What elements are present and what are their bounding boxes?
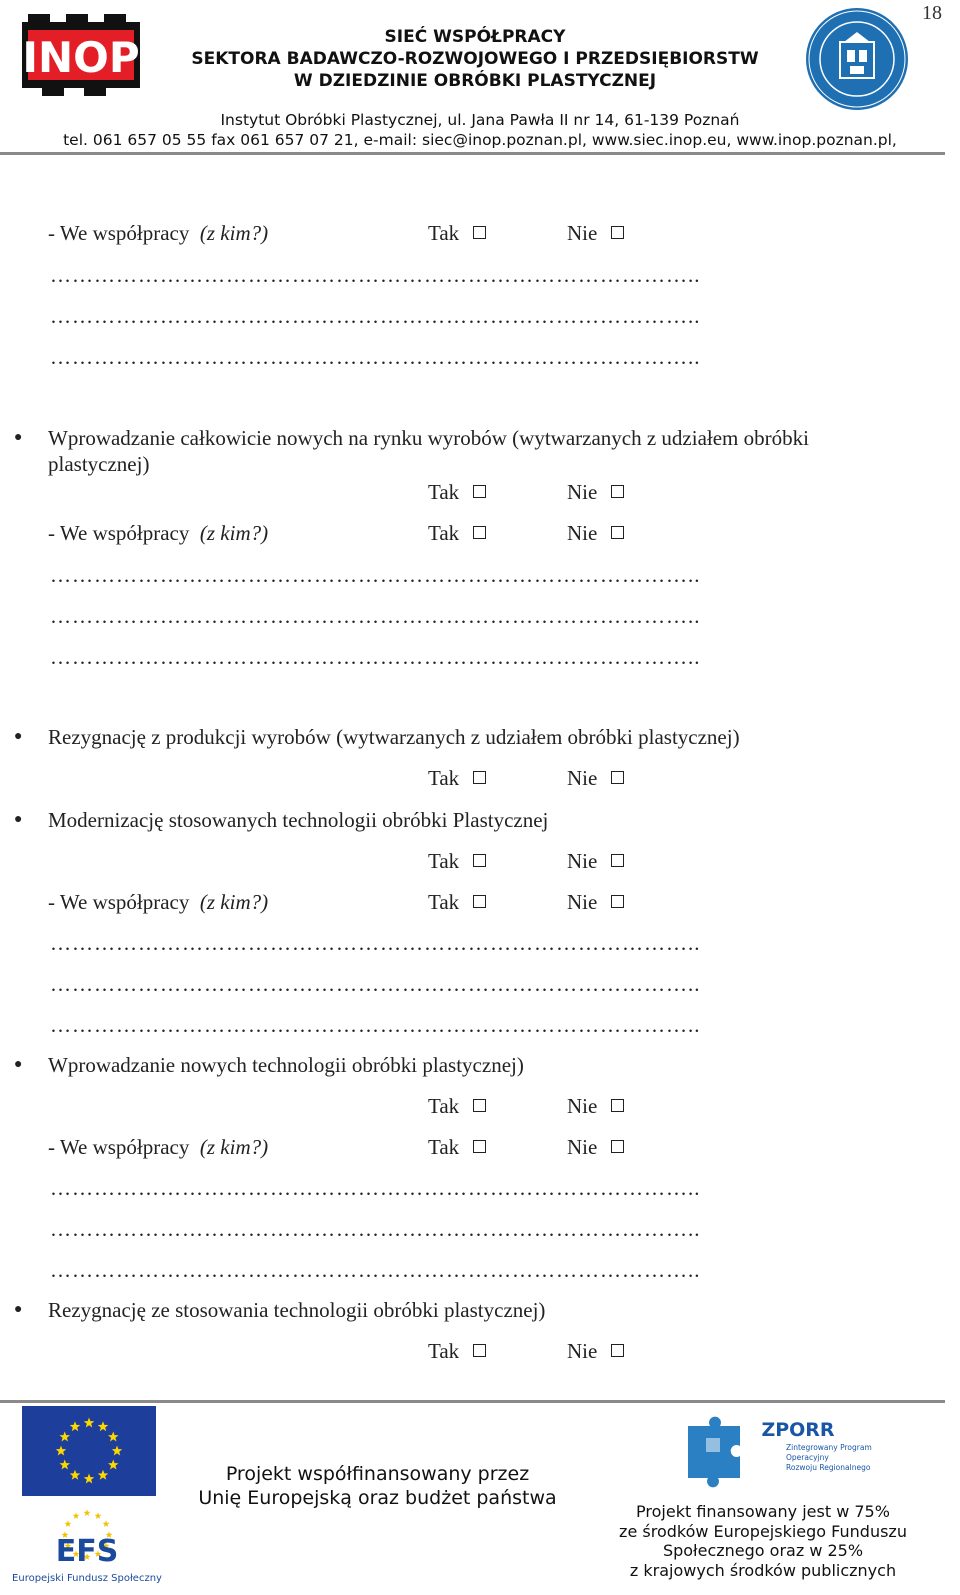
checkbox-yes[interactable]	[473, 1140, 486, 1153]
checkbox-no[interactable]	[611, 1344, 624, 1357]
funding-line-2: ze środków Europejskiego Funduszu	[619, 1521, 907, 1541]
star-icon	[84, 1509, 91, 1516]
funding-line-1: Projekt finansowany jest w 75%	[636, 1502, 890, 1521]
address-line-2: tel. 061 657 05 55 fax 061 657 07 21, e-mail: siec@inop.poznan.pl, www.siec.inop.eu, www.inop.poznan.pl,	[63, 131, 897, 149]
option-yes[interactable]: Tak	[428, 479, 486, 505]
answer-line[interactable]: ……………………………………………………………………………..	[50, 1176, 701, 1200]
politechnika-poznanska-seal	[804, 6, 910, 112]
checkbox-no[interactable]	[611, 1140, 624, 1153]
cooperation-label: - We współpracy (z kim?)	[48, 890, 269, 914]
question-text: Rezygnację z produkcji wyrobów (wytwarzanych z udziałem obróbki plastycznej)	[48, 725, 740, 749]
address-line-1: Instytut Obróbki Plastycznej, ul. Jana Pawła II nr 14, 61-139 Poznań	[220, 111, 740, 129]
inop-logo	[22, 14, 140, 96]
star-icon	[65, 1520, 72, 1527]
network-title	[150, 26, 800, 92]
bullet-icon: ●	[14, 1302, 23, 1317]
checkbox-no[interactable]	[611, 1099, 624, 1112]
answer-line[interactable]: ……………………………………………………………………………..	[50, 1013, 701, 1037]
zporr-caption-2: Operacyjny	[786, 1453, 829, 1462]
checkbox-yes[interactable]	[473, 895, 486, 908]
option-no[interactable]: Nie	[567, 1338, 624, 1364]
answer-line[interactable]: ……………………………………………………………………………..	[50, 931, 701, 955]
answer-line[interactable]: ……………………………………………………………………………..	[50, 345, 701, 369]
efs-caption: Europejski Fundusz Społeczny	[12, 1573, 162, 1584]
option-no[interactable]: Nie	[567, 1134, 624, 1160]
option-yes[interactable]: Tak	[428, 765, 486, 791]
question-text: Rezygnację ze stosowania technologii obróbki plastycznej)	[48, 1298, 546, 1322]
question-text: Wprowadzanie nowych technologii obróbki plastycznej)	[48, 1053, 524, 1077]
checkbox-no[interactable]	[611, 895, 624, 908]
option-no[interactable]: Nie	[567, 889, 624, 915]
question-text: Wprowadzanie całkowicie nowych na rynku wyrobów (wytwarzanych z udziałem obróbki	[48, 426, 809, 450]
funding-line-3: Społecznego oraz w 25%	[662, 1541, 864, 1560]
checkbox-no[interactable]	[611, 771, 624, 784]
letterhead	[0, 0, 960, 160]
checkbox-yes[interactable]	[473, 226, 486, 239]
option-yes[interactable]: Tak	[428, 1338, 486, 1364]
option-no[interactable]: Nie	[567, 220, 624, 246]
checkbox-no[interactable]	[611, 485, 624, 498]
title-line-1: SIEĆ WSPÓŁPRACY	[384, 27, 566, 47]
option-no[interactable]: Nie	[567, 765, 624, 791]
title-line-2: SEKTORA BADAWCZO-ROZWOJOWEGO I PRZEDSIĘBIORSTW	[191, 49, 759, 69]
inop-logo-text: INOP	[22, 33, 140, 82]
option-yes[interactable]: Tak	[428, 220, 486, 246]
answer-line[interactable]: ……………………………………………………………………………..	[50, 563, 701, 587]
checkbox-yes[interactable]	[473, 1099, 486, 1112]
zporr-caption-3: Rozwoju Regionalnego	[786, 1463, 871, 1472]
zporr-logo-text: ZPORR	[761, 1419, 835, 1441]
page-number: 18	[922, 2, 942, 24]
checkbox-no[interactable]	[611, 854, 624, 867]
checkbox-yes[interactable]	[473, 526, 486, 539]
efs-logo	[12, 1505, 162, 1587]
question-text-continued: plastycznej)	[48, 452, 150, 476]
option-yes[interactable]: Tak	[428, 848, 486, 874]
title-line-3: W DZIEDZINIE OBRÓBKI PLASTYCZNEJ	[293, 71, 657, 91]
footer-divider	[0, 1400, 945, 1403]
answer-line[interactable]: ……………………………………………………………………………..	[50, 1258, 701, 1282]
zporr-caption-1: Zintegrowany Program	[786, 1443, 872, 1452]
checkbox-no[interactable]	[611, 526, 624, 539]
cooperation-label: - We współpracy (z kim?)	[48, 521, 269, 545]
question-text: Modernizację stosowanych technologii obróbki Plastycznej	[48, 808, 549, 832]
option-no[interactable]: Nie	[567, 520, 624, 546]
cofinancing-note	[180, 1462, 575, 1510]
checkbox-yes[interactable]	[473, 485, 486, 498]
answer-line[interactable]: ……………………………………………………………………………..	[50, 304, 701, 328]
bullet-icon: ●	[14, 729, 23, 744]
option-yes[interactable]: Tak	[428, 1093, 486, 1119]
funding-line-4: z krajowych środków publicznych	[629, 1560, 897, 1580]
eu-flag-icon	[22, 1406, 156, 1496]
answer-line[interactable]: ……………………………………………………………………………..	[50, 645, 701, 669]
institute-address	[0, 110, 960, 150]
cofinancing-line-1: Projekt współfinansowany przez	[225, 1463, 530, 1485]
answer-line[interactable]: ……………………………………………………………………………..	[50, 1217, 701, 1241]
answer-line[interactable]: ……………………………………………………………………………..	[50, 972, 701, 996]
checkbox-yes[interactable]	[473, 771, 486, 784]
efs-logo-text: EFS	[55, 1534, 119, 1569]
option-no[interactable]: Nie	[567, 1093, 624, 1119]
star-icon	[103, 1520, 110, 1527]
answer-line[interactable]: ……………………………………………………………………………..	[50, 263, 701, 287]
cooperation-label: - We współpracy (z kim?)	[48, 221, 269, 245]
answer-line[interactable]: ……………………………………………………………………………..	[50, 604, 701, 628]
header-divider	[0, 152, 945, 155]
cooperation-label: - We współpracy (z kim?)	[48, 1135, 269, 1159]
checkbox-no[interactable]	[611, 226, 624, 239]
zporr-logo	[686, 1416, 872, 1482]
star-icon	[73, 1512, 80, 1519]
bullet-icon: ●	[14, 1057, 23, 1072]
bullet-icon: ●	[14, 430, 23, 445]
option-yes[interactable]: Tak	[428, 889, 486, 915]
checkbox-yes[interactable]	[473, 854, 486, 867]
cofinancing-line-2: Unię Europejską oraz budżet państwa	[198, 1487, 557, 1509]
option-no[interactable]: Nie	[567, 479, 624, 505]
funding-note	[598, 1502, 928, 1580]
bullet-icon: ●	[14, 812, 23, 827]
checkbox-yes[interactable]	[473, 1344, 486, 1357]
option-yes[interactable]: Tak	[428, 520, 486, 546]
option-no[interactable]: Nie	[567, 848, 624, 874]
option-yes[interactable]: Tak	[428, 1134, 486, 1160]
star-icon	[95, 1512, 102, 1519]
